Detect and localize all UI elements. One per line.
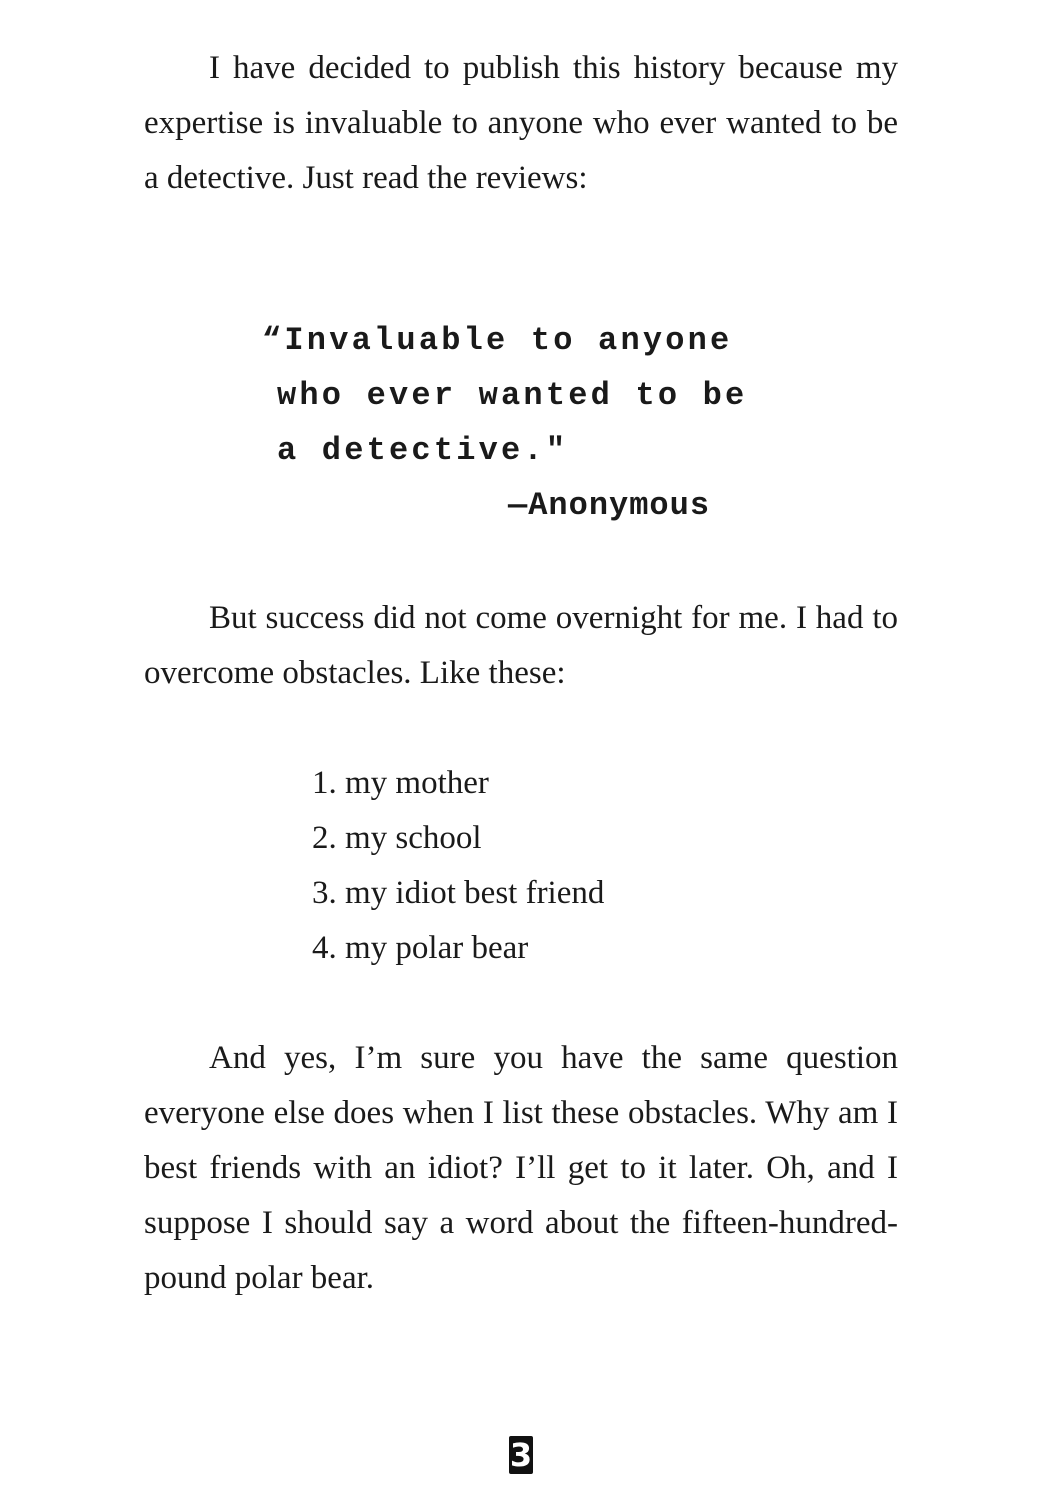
obstacles-list bbox=[312, 756, 604, 976]
list-item: 4. my polar bear bbox=[312, 930, 529, 966]
review-quote bbox=[262, 313, 782, 524]
list-item: 1. my mother bbox=[312, 765, 489, 801]
list-item: 2. my school bbox=[312, 820, 482, 856]
paragraph-intro bbox=[144, 41, 898, 206]
review-attribution: —Anonymous bbox=[508, 487, 711, 524]
list-item: 3. my idiot best friend bbox=[312, 875, 605, 911]
paragraph-intro-text: I have decided to publish this history because my expertise is invaluable to anyone who ever wanted to be a detective. Just read the reviews: bbox=[144, 50, 898, 196]
paragraph-closing bbox=[144, 1031, 898, 1306]
review-line-2: who ever wanted to be bbox=[277, 377, 748, 414]
paragraph-closing-text: And yes, I’m sure you have the same question everyone else does when I list these obstacles. Why am I best friends with an idiot? I’ll get to it later. Oh, and I suppose I should say a word about the fifteen-hundred-pound polar bear. bbox=[144, 1040, 898, 1296]
paragraph-obstacles-intro bbox=[144, 591, 898, 701]
page-number: 3 bbox=[509, 1436, 533, 1474]
review-line-1: “Invaluable to anyone bbox=[262, 322, 733, 359]
paragraph-obstacles-intro-text: But success did not come overnight for me. I had to overcome obstacles. Like these: bbox=[144, 600, 898, 691]
review-line-3: a detective." bbox=[277, 432, 569, 469]
